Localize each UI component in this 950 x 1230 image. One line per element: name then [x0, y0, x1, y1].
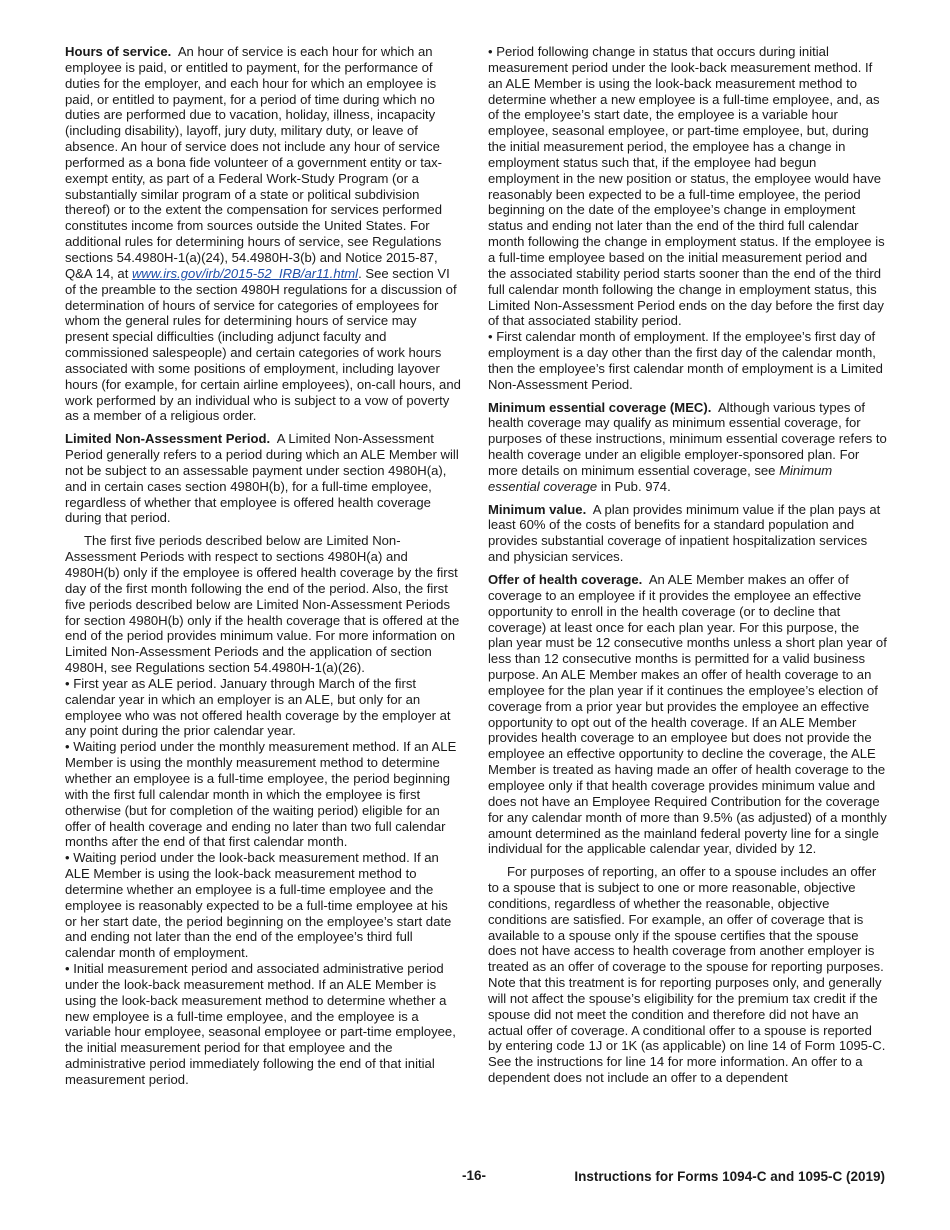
- mec-heading: Minimum essential coverage (MEC).: [488, 399, 712, 415]
- offer-of-coverage-paragraph: [488, 572, 887, 857]
- reporting-paragraph: For purposes of reporting, an offer to a spouse includes an offer to a spouse that is subject to one or more reasonable, objective conditions, regardless of whether the reasonable, objective conditions are satisfied. For example, an offer of coverage that is available to a spouse only if the spouse certifies that the spouse does not have access to health coverage from another employer is treated as an offer of coverage to the spouse for reporting purposes. Note that this treatment is for reporting purposes only, and generally will not affect the spouse’s eligibility for the premium tax credit if the spouse did not meet the condition and therefore did not have an actual offer of coverage. A conditional offer to a spouse is reported by entering code 1J or 1K (as applicable) on line 14 of Form 1095-C. See the instructions for line 14 for more information. An offer to a dependent does not include an offer to a dependent: [488, 864, 886, 1086]
- lnap-heading: Limited Non-Assessment Period.: [65, 431, 271, 447]
- mec-text-1: Although various types of health coverage may qualify as minimum essential coverage, for purposes of these instructions, minimum essential coverage refers to health coverage under an eligible employer-sponsored plan. For more details on minimum essential coverage, see: [488, 399, 887, 478]
- bullet-item: • First year as ALE period. January through March of the first calendar year in which an employer is an ALE, but only for an employee who was not offered health coverage by the employer at any point during the prior calendar year.: [65, 675, 451, 739]
- offer-of-coverage-text: An ALE Member makes an offer of coverage to an employee if it provides the employee an effective opportunity to enroll in the health coverage (or to decline that coverage) at least once for each plan year. For this purpose, the plan year must be 12 consecutive months unless a short plan year of less than 12 consecutive months is permitted for a valid business purpose. An ALE Member makes an offer of health coverage to an employee for the plan year if it continues the employee’s election of coverage from a prior year but provides the employee an effective opportunity to opt out of the health coverage. If an ALE Member provides health coverage to an employee but does not provide the employee an effective opportunity to decline the coverage, the ALE Member is treated as having made an offer of health coverage to the employee only if that health coverage provides minimum value and does not have an Employee Required Contribution for the coverage for any calendar month of more than 9.5% (as adjusted) of a monthly amount determined as the mainland federal poverty line for a single individual for the applicable calendar year, divided by 12.: [488, 572, 887, 857]
- bullet-text: First year as ALE period. January through March of the first calendar year in which an employer is an ALE, but only for an employee who was not offered health coverage by the employer at any point during the prior calendar year.: [65, 675, 451, 739]
- bullet-item: • First calendar month of employment. If the employee’s first day of employment is a day other than the first day of the calendar month, then the employee’s first calendar month of employment is a Limited Non-Assessment Period.: [488, 329, 883, 392]
- mec-text-2: in Pub. 974.: [597, 478, 671, 494]
- minimum-value-paragraph: [488, 502, 887, 565]
- lnap-paragraph: [65, 431, 463, 526]
- page-number: -16-: [462, 1168, 487, 1183]
- bullet-item: • Period following change in status that occurs during initial measurement period under the look-back measurement method. If an ALE Member is using the look-back measurement method to determine whether a new employee is a full-time employee, and, as of the employee’s start date, the employee is a variable hour employee, seasonal employee, or part-time employee, but, during the initial measurement period, the employee has a change in employment status such that, if the employee had begun employment in the new position or status, the employee would have reasonably been expected to be a full-time employee, the period beginning on the date of the employee’s change in employment status and ending not later than the end of the third full calendar month following the change in employment status. If the employee is a full-time employee based on the initial measurement period and the associated stability period starts sooner than the end of the third full calendar month following the change in employment status, this Limited Non-Assessment Period ends on the day before the first day of that associated stability period.: [488, 44, 885, 329]
- left-column: [65, 44, 463, 1088]
- bullet-item: • Waiting period under the monthly measurement method. If an ALE Member is using the monthly measurement method to determine whether an employee is a full-time employee, the period beginning with the first full calendar month in which the employee is first otherwise (but for completion of the waiting period) eligible for an offer of health coverage and ending no later than two full calendar months after the end of that first calendar month.: [65, 739, 457, 850]
- hours-of-service-paragraph: [65, 44, 463, 424]
- bullet-text: First calendar month of employment. If the employee’s first day of employment is a day other than the first day of the calendar month, then the employee’s first calendar month of employment is a Limited Non-Assessment Period.: [488, 329, 883, 392]
- hours-of-service-text-1: An hour of service is each hour for which an employee is paid, or entitled to payment, for the performance of duties for the employer, and each hour for which an employee is paid, or entitled to payment, for a period of time during which no duties are performed due to vacation, holiday, illness, incapacity (including disability), layoff, jury duty, military duty, or leave of absence. An hour of service does not include any hour of service performed as a bona fide volunteer of a government entity or tax-exempt entity, as part of a Federal Work-Study Program (or a substantially similar program of a state or political subdivision thereof) or to the extent the compensation for services performed constitutes income from sources outside the United States. For additional rules for determining hours of service, see Regulations sections 54.4980H-1(a)(24), 54.4980H-3(b) and Notice 2015-87, Q&A 14, at: [65, 44, 443, 281]
- offer-of-coverage-heading: Offer of health coverage.: [488, 572, 643, 587]
- minimum-value-heading: Minimum value.: [488, 501, 587, 517]
- mec-paragraph: [488, 400, 887, 495]
- hours-of-service-heading: Hours of service.: [65, 44, 172, 59]
- mec-italic-ref: Minimum essential coverage: [488, 462, 833, 494]
- bullet-text: Waiting period under the look-back measurement method. If an ALE Member is using the look-back measurement method to determine whether an employee is a full-time employee and the employee is reasonably expected to be a full-time employee at his or her start date, the period beginning on the employee’s start date and ending not later than the end of the employee’s third full calendar month of employment.: [65, 850, 452, 961]
- lnap-text: A Limited Non-Assessment Period generally refers to a period during which an ALE Member will not be subject to an assessable payment under section 4980H(a), and in certain cases section 4980H(b), for a full-time employee, regardless of whether that employee is offered health coverage during that period.: [65, 431, 459, 526]
- irs-irb-link[interactable]: www.irs.gov/irb/2015-52_IRB/ar11.html: [131, 265, 359, 281]
- bullet-text: Waiting period under the monthly measurement method. If an ALE Member is using the monthly measurement method to determine whether an employee is a full-time employee, the period beginning with the first full calendar month in which the employee is first otherwise (but for completion of the waiting period) eligible for an offer of health coverage and ending no later than two full calendar months after the end of that first calendar month.: [65, 739, 457, 850]
- bullet-item: • Waiting period under the look-back measurement method. If an ALE Member is using the look-back measurement method to determine whether an employee is a full-time employee and the employee is reasonably expected to be a full-time employee at his or her start date, the period beginning on the employee’s start date and ending not later than the end of the employee’s third full calendar month of employment.: [65, 850, 452, 961]
- footer-form-title: Instructions for Forms 1094-C and 1095-C (2019): [574, 1169, 885, 1184]
- bullet-text: Initial measurement period and associated administrative period under the look-back measurement method. If an ALE Member is using the look-back measurement method to determine whether a new employee is a full-time employee, and the employee is a variable hour employee, seasonal employee or part-time employee, the initial measurement period for that employee and the administrative period immediately following the end of that initial measurement period.: [65, 961, 456, 1087]
- bullet-item: • Initial measurement period and associated administrative period under the look-back measurement method. If an ALE Member is using the look-back measurement method to determine whether a new employee is a full-time employee, and the employee is a variable hour employee, seasonal employee or part-time employee, the initial measurement period for that employee and the administrative period immediately following the end of that initial measurement period.: [65, 961, 456, 1087]
- hours-of-service-text-2: . See section VI of the preamble to the section 4980H regulations for a discussion of determination of hours of service for categories of employees for whom the general rules for determining hours of service may present special difficulties (including adjunct faculty and commissioned salespeople) and certain categories of work hours associated with some positions of employment, including layover hours (for example, for certain airline employees), on-call hours, and work performed by an individual who is subject to a vow of poverty as a member of a religious order.: [65, 265, 461, 424]
- bullet-text: Period following change in status that occurs during initial measurement period under the look-back measurement method. If an ALE Member is using the look-back measurement method to determine whether a new employee is a full-time employee, and, as of the employee’s start date, the employee is a variable hour employee, seasonal employee, or part-time employee, but, during the initial measurement period, the employee has a change in employment status such that, if the employee had begun employment in the new position or status, the employee would have reasonably been expected to be a full-time employee, the period beginning on the date of the employee’s change in employment status and ending not later than the end of the third full calendar month following the change in employment status. If the employee is a full-time employee based on the initial measurement period and the associated stability period starts sooner than the end of the third full calendar month following the change in employment status, this Limited Non-Assessment Period ends on the day before the first day of that associated stability period.: [488, 44, 885, 329]
- right-column: [488, 44, 887, 1086]
- first-five-periods-paragraph: The first five periods described below are Limited Non-Assessment Periods with respect to sections 4980H(a) and 4980H(b) only if the employee is offered health coverage by the first day of the first month following the end of the period. Also, the first five periods described below are Limited Non-Assessment Periods for section 4980H(b) only if the health coverage that is offered at the end of the period provides minimum value. For more information on Limited Non-Assessment Periods and the application of section 4980H, see Regulations section 54.4980H-1(a)(26).: [65, 533, 460, 676]
- page-footer: [0, 1168, 950, 1188]
- minimum-value-text: A plan provides minimum value if the plan pays at least 60% of the costs of benefits for a standard population and provides substantial coverage of inpatient hospitalization services and physician services.: [488, 501, 881, 565]
